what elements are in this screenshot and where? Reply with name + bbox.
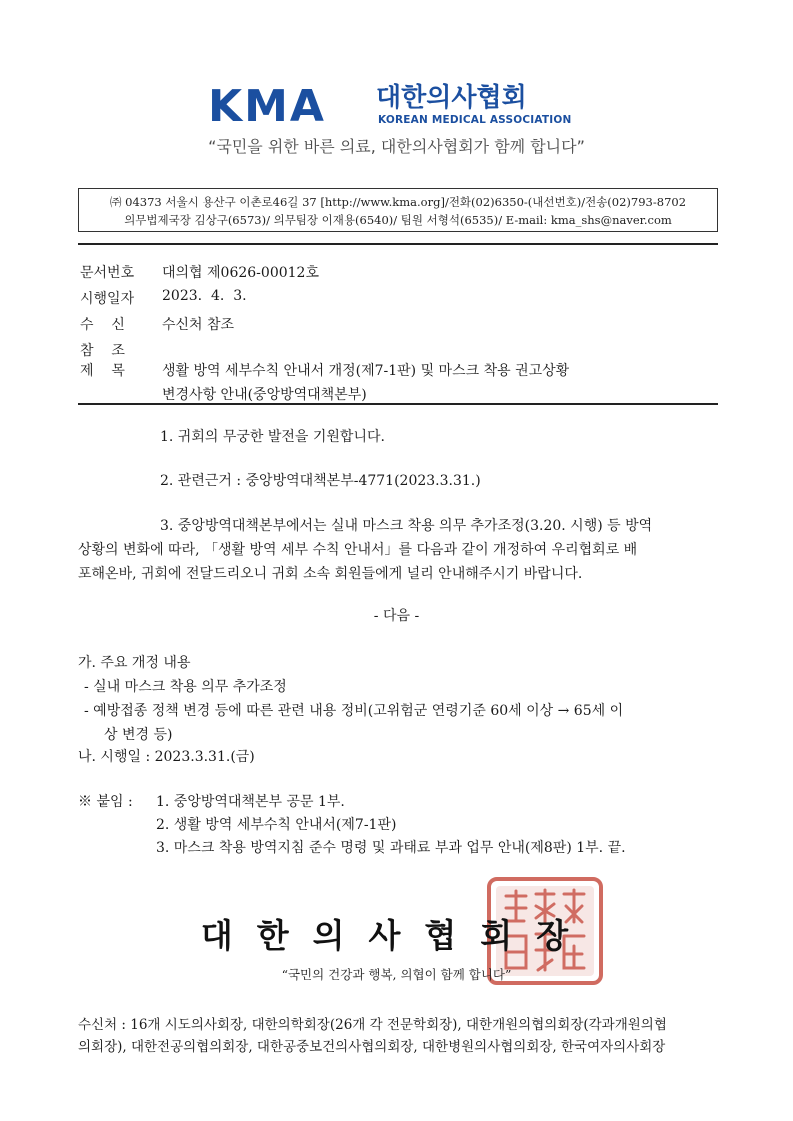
subject-line-1: 생활 방역 세부수칙 안내서 개정(제7-1판) 및 마스크 착용 권고상황 [162,363,570,379]
paragraph-3-line-2: 상황의 변화에 따라, 「생활 방역 세부 수칙 안내서」를 다음과 같이 개정하여 우리협회로 배 [78,542,638,558]
subject-line-2: 변경사항 안내(중앙방역대책본부) [162,387,367,403]
attachment-1: 1. 중앙방역대책본부 공문 1부. [156,794,345,810]
recipient-label: 수 신 [80,317,125,333]
contact-box [78,188,718,232]
ga-item-1: - 실내 마스크 착용 의무 추가조정 [84,679,287,695]
signature-motto: “국민의 건강과 행복, 의협이 함께 합니다” [281,967,512,982]
subject-divider [78,403,718,405]
paragraph-1: 1. 귀회의 무궁한 발전을 기원합니다. [160,429,385,445]
org-name-korean: 대한의사협회 [376,83,527,113]
doc-number-label: 문서번호 [80,265,135,281]
attachment-2: 2. 생활 방역 세부수칙 안내서(제7-1판) [156,817,397,833]
reference-label: 참 조 [80,343,125,359]
date-label: 시행일자 [80,291,135,307]
date: 2023. 4. 3. [162,288,247,304]
kma-logo [208,81,598,132]
recipients-line-2: 의회장), 대한전공의협의회장, 대한공중보건의사협의회장, 대한병원의사협의회장, 한국여자의사회장 [78,1039,666,1055]
subject-label: 제 목 [80,363,125,379]
contact-address: ㈜ 04373 서울시 용산구 이촌로46길 37 [http://www.kma.org]/전화(02)6350-(내선번호)/전송(02)793-8702 [109,195,687,209]
signature-title: 대한의사협회장 [200,916,593,955]
next-heading: - 다음 - [373,608,420,624]
logo-mark: KMA [208,81,326,132]
recipients-line-1: 수신처 : 16개 시도의사회장, 대한의학회장(26개 각 전문학회장), 대한개원의협의회장(각과개원의협 [78,1017,667,1033]
org-name-english: KOREAN MEDICAL ASSOCIATION [378,114,572,126]
paragraph-3-line-3: 포해온바, 귀회에 전달드리오니 귀회 소속 회원들에게 널리 안내해주시기 바랍니다. [78,566,583,582]
attachments-label: ※ 붙임 : [78,794,133,810]
section-ga: 가. 주요 개정 내용 [78,655,191,671]
ga-item-2-line-2: 상 변경 등) [104,727,173,743]
paragraph-3-line-1: 3. 중앙방역대책본부에서는 실내 마스크 착용 의무 추가조정(3.20. 시행) 등 방역 [160,518,653,534]
slogan: “국민을 위한 바른 의료, 대한의사협회가 함께 합니다” [208,137,585,156]
contact-staff: 의무법제국장 김상구(6573)/ 의무팀장 이재용(6540)/ 팀원 서형석(6535)/ E-mail: kma_shs@naver.com [124,213,672,227]
attachment-3: 3. 마스크 착용 방역지침 준수 명령 및 과태료 부과 업무 안내(제8판) 1부. 끝. [156,840,626,856]
recipient: 수신처 참조 [162,317,235,333]
ga-item-2-line-1: - 예방접종 정책 변경 등에 따른 관련 내용 정비(고위험군 연령기준 60세 이상 → 65세 이 [84,703,624,719]
paragraph-2: 2. 관련근거 : 중앙방역대책본부-4771(2023.3.31.) [160,473,481,489]
header-divider [78,243,718,245]
section-na: 나. 시행일 : 2023.3.31.(금) [78,749,255,765]
doc-number: 대의협 제0626-00012호 [162,265,319,281]
